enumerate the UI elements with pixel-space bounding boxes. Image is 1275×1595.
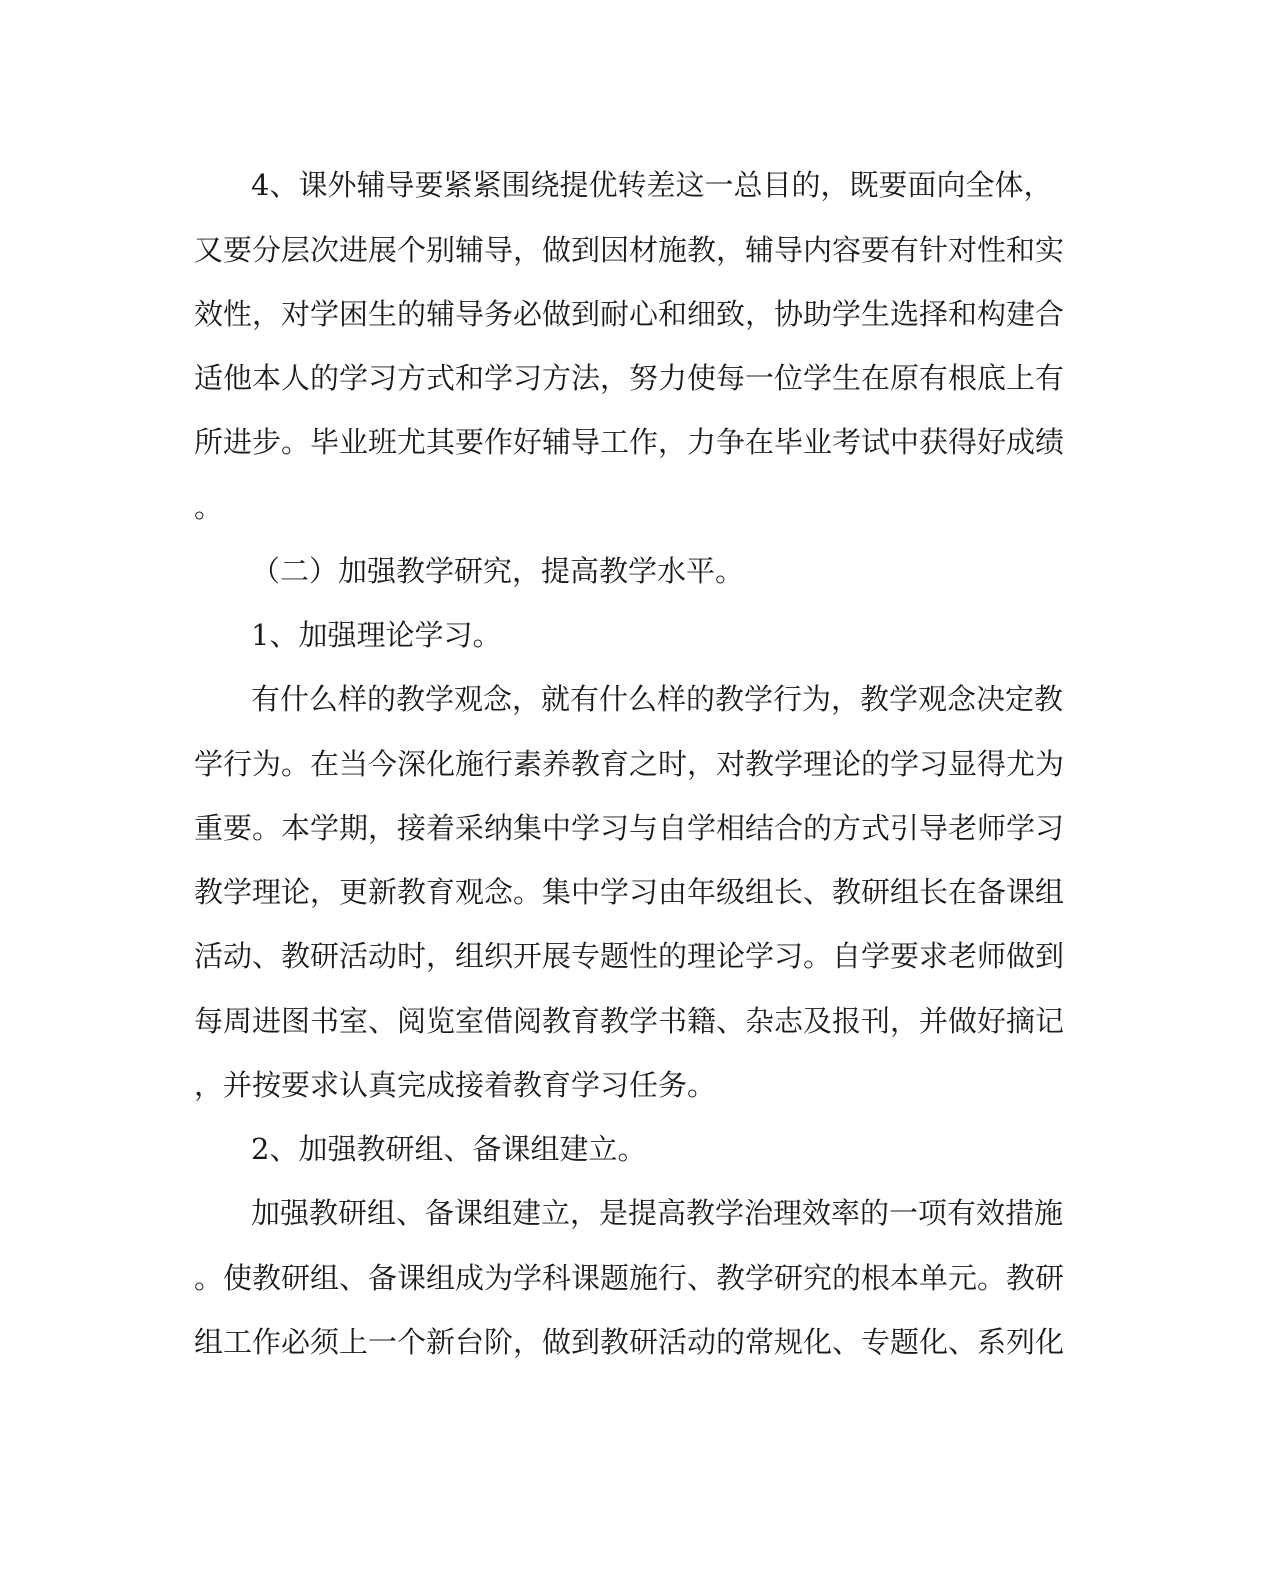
paragraph-line: 4、课外辅导要紧紧围绕提优转差这一总目的，既要面向全体，	[251, 168, 1053, 202]
paragraph-line: 效性，对学困生的辅导务必做到耐心和细致，协助学生选择和构建合	[194, 297, 1065, 331]
paragraph-line: 活动、教研活动时，组织开展专题性的理论学习。自学要求老师做到	[194, 939, 1065, 973]
paragraph-line: 适他本人的学习方式和学习方法，努力使每一位学生在原有根底上有	[194, 361, 1065, 395]
paragraph-line: 教学理论，更新教育观念。集中学习由年级组长、教研组长在备课组	[194, 875, 1065, 909]
paragraph-line: 组工作必须上一个新台阶，做到教研活动的常规化、专题化、系列化	[194, 1325, 1065, 1359]
paragraph-line: 加强教研组、备课组建立，是提高教学治理效率的一项有效措施	[251, 1196, 1064, 1230]
section-heading: （二）加强教学研究，提高教学水平。	[251, 554, 745, 588]
paragraph-line: 所进步。毕业班尤其要作好辅导工作，力争在毕业考试中获得好成绩	[194, 425, 1065, 459]
paragraph-line: 有什么样的教学观念，就有什么样的教学行为，教学观念决定教	[251, 682, 1064, 716]
paragraph-line: 重要。本学期，接着采纳集中学习与自学相结合的方式引导老师学习	[194, 811, 1065, 845]
subsection-heading: 2、加强教研组、备课组建立。	[251, 1132, 647, 1166]
paragraph-line: ，并按要求认真完成接着教育学习任务。	[194, 1068, 717, 1102]
paragraph-line: 每周进图书室、阅览室借阅教育教学书籍、杂志及报刊，并做好摘记	[194, 1004, 1065, 1038]
paragraph-line: 学行为。在当今深化施行素养教育之时，对教学理论的学习显得尤为	[194, 747, 1065, 781]
paragraph-line: 。	[194, 490, 224, 524]
subsection-heading: 1、加强理论学习。	[251, 618, 502, 652]
paragraph-line: 又要分层次进展个别辅导，做到因材施教，辅导内容要有针对性和实	[194, 233, 1065, 267]
paragraph-line: 。使教研组、备课组成为学科课题施行、教学研究的根本单元。教研	[194, 1261, 1065, 1295]
